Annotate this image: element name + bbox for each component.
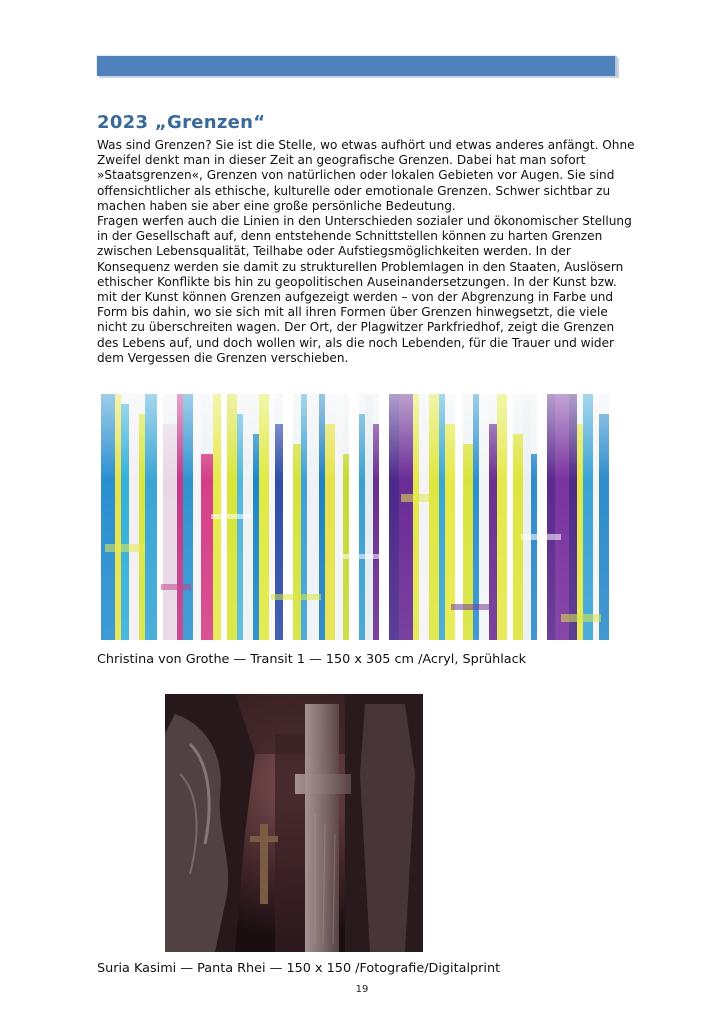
artwork-panta-rhei-image	[165, 694, 423, 952]
abstract-stripes-painting	[101, 394, 609, 640]
header-bar	[97, 56, 617, 76]
artwork-1-caption: Christina von Grothe — Transit 1 — 150 x 305 cm /Acryl, Sprühlack	[97, 652, 527, 667]
cemetery-photograph	[165, 694, 423, 952]
section-title: 2023 „Grenzen“	[97, 112, 266, 133]
artwork-transit-image	[101, 394, 609, 640]
artwork-2-caption: Suria Kasimi — Panta Rhei — 150 x 150 /Fotografie/Digitalprint	[97, 961, 501, 976]
body-text	[97, 138, 637, 366]
page-number: 19	[355, 984, 369, 995]
paragraph-1: Was sind Grenzen? Sie ist die Stelle, wo etwas aufhört und etwas anderes anfängt. Ohne Zweifel denkt man in dieser Zeit an geografische Grenzen. Dabei hat man sofort »Staatsgrenzen«, Grenzen von natürlichen oder lokalen Gebieten vor Augen. Sie sind offensichtlicher als ethische, kulturelle oder emotionale Grenzen. Schwer sichtbar zu machen haben sie aber eine große persönliche Bedeutung.	[97, 138, 635, 213]
paragraph-2: Fragen werfen auch die Linien in den Unterschieden sozialer und ökonomischer Stellung in der Gesellschaft auf, denn entstehende Schnittstellen können zu harten Grenzen zwischen Lebensqualität, Teilhabe oder Aufstiegsmöglichkeiten werden. In der Konsequenz werden sie damit zu strukturellen Problemlagen in den Staaten, Auslösern ethischer Konflikte bis hin zu geopolitischen Auseinandersetzungen. In der Kunst bzw. mit der Kunst können Grenzen aufgezeigt werden – von der Abgrenzung in Farbe und Form bis dahin, wo sie sich mit all ihren Formen über Grenzen hinwegsetzt, die viele nicht zu überschreiten wagen. Der Ort, der Plagwitzer Parkfriedhof, zeigt die Grenzen des Lebens auf, und doch wollen wir, als die noch Lebenden, für die Trauer und wider dem Vergessen die Grenzen verschieben.	[97, 214, 632, 365]
